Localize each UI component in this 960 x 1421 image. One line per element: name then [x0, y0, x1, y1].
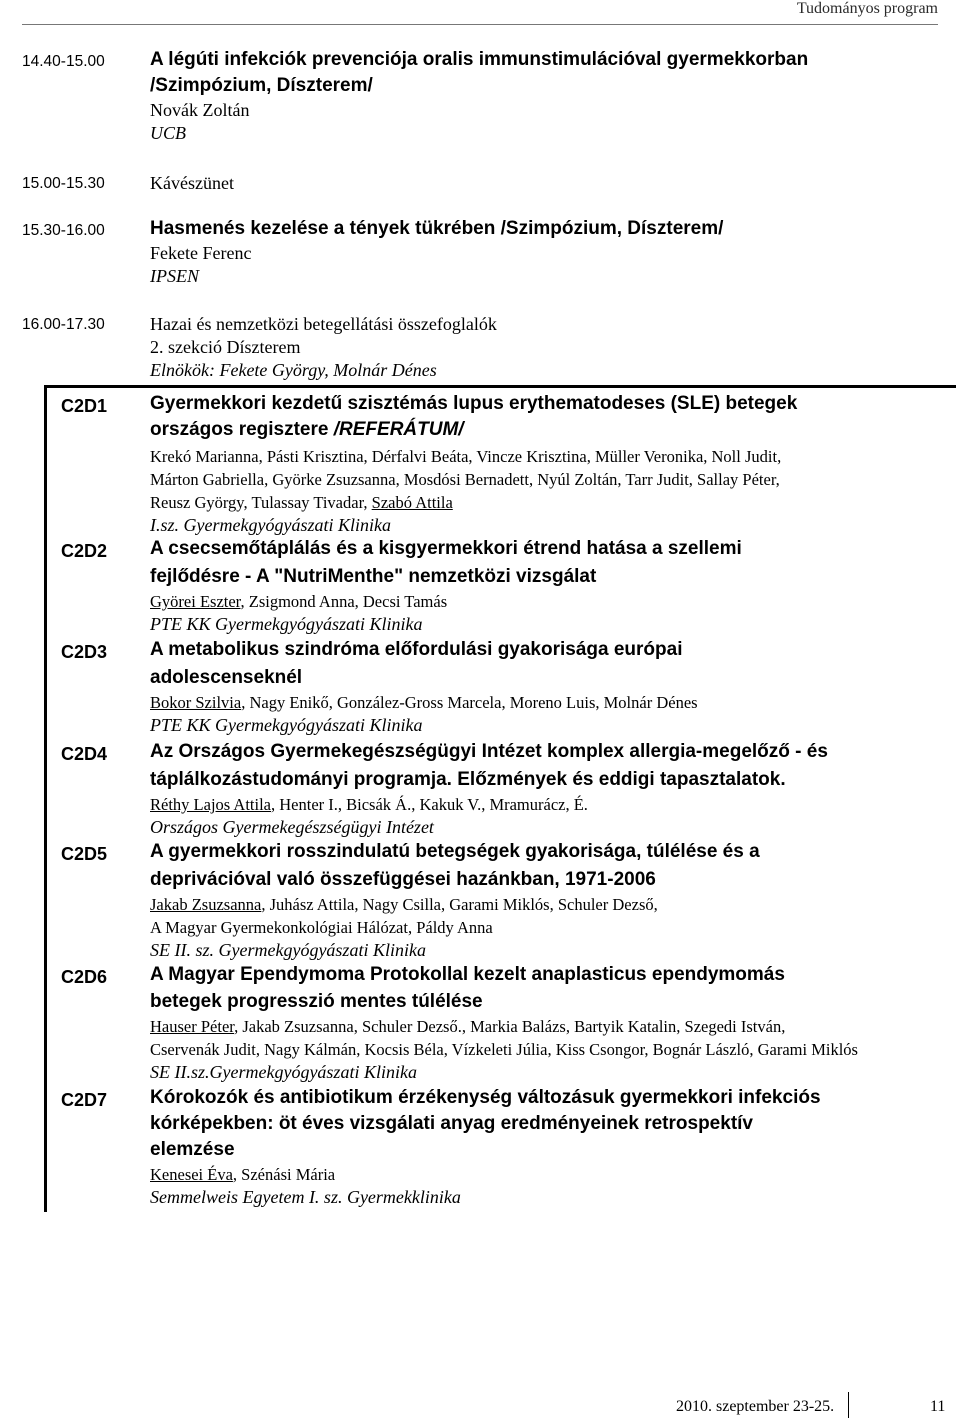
talk-presenter: Hauser Péter: [150, 1017, 235, 1036]
talk-code: C2D7: [61, 1090, 108, 1110]
talk-authors: [150, 691, 950, 714]
footer-date: 2010. szeptember 23-25.: [676, 1398, 835, 1415]
session-title: Hasmenés kezelése a tények tükrében /Szimpózium, Díszterem/: [150, 218, 724, 239]
talk-title: betegek progresszió mentes túlélése: [150, 991, 483, 1012]
talk-title: fejlődésre - A "NutriMenthe" nemzetközi vizsgálat: [150, 566, 597, 587]
talk-code: C2D1: [61, 396, 108, 416]
talk-authors: Krekó Marianna, Pásti Krisztina, Dérfalvi Beáta, Vincze Krisztina, Müller Veronika, Noll Judit,: [150, 447, 782, 466]
talk-authors: [150, 1015, 950, 1038]
session-sponsor: IPSEN: [150, 266, 199, 286]
talk-title: adolescenseknél: [150, 667, 303, 688]
session-block: [150, 216, 950, 288]
section-room: 2. szekció Díszterem: [150, 337, 301, 357]
talk-title: Gyermekkori kezdetű szisztémás lupus erythematodeses (SLE) betegek: [150, 393, 798, 414]
talk-code: C2D4: [61, 744, 108, 764]
talk-title: [150, 417, 950, 443]
header-rule: [22, 24, 938, 25]
talk-title: A Magyar Ependymoma Protokollal kezelt anaplasticus ependymomás: [150, 964, 785, 985]
section-chairs: Elnökök: Fekete György, Molnár Dénes: [150, 360, 437, 380]
section-title: Hazai és nemzetközi betegellátási összefoglalók: [150, 314, 497, 334]
session-time: 16.00-17.30: [22, 316, 105, 333]
talk-institution: PTE KK Gyermekgyógyászati Klinika: [150, 614, 423, 634]
talk-title: táplálkozástudományi programja. Előzmények és eddigi tapasztalatok.: [150, 769, 786, 790]
talk-code: C2D5: [61, 844, 108, 864]
talk-title: Kórokozók és antibiotikum érzékenység változásuk gyermekkori infekciós: [150, 1087, 821, 1108]
talk-institution: Semmelweis Egyetem I. sz. Gyermekklinika: [150, 1187, 461, 1207]
talk-authors-text: , Szénási Mária: [232, 1165, 336, 1184]
talk-presenter: Bokor Szilvia: [150, 693, 242, 712]
talk-authors: Márton Gabriella, Györke Zsuzsanna, Mosdósi Bernadett, Nyúl Zoltán, Tarr Judit, Sallay Péter,: [150, 470, 780, 489]
talk-authors-text: , Jakab Zsuzsanna, Schuler Dezső., Markia Balázs, Bartyik Katalin, Szegedi István,: [234, 1017, 786, 1036]
talk-authors: [150, 793, 950, 816]
talk-code: C2D2: [61, 541, 108, 561]
session-block: [150, 47, 950, 145]
talk-institution: SE II. sz. Gyermekgyógyászati Klinika: [150, 940, 426, 960]
talk-title: Az Országos Gyermekegészségügyi Intézet komplex allergia-megelőző - és: [150, 741, 828, 762]
talk-institution: SE II.sz.Gyermekgyógyászati Klinika: [150, 1062, 417, 1082]
talk-authors: [150, 590, 950, 613]
talk-institution: Országos Gyermekegészségügyi Intézet: [150, 817, 434, 837]
talk-presenter: Kenesei Éva: [150, 1165, 233, 1184]
session-speaker: Fekete Ferenc: [150, 243, 252, 263]
session-time: 14.40-15.00: [22, 53, 105, 70]
footer-divider: [848, 1392, 849, 1418]
talk-c2d5: [150, 839, 950, 962]
talk-authors-text: Reusz György, Tulassay Tivadar,: [150, 493, 372, 512]
talk-title-tag: /REFERÁTUM/: [333, 419, 464, 440]
talk-institution: PTE KK Gyermekgyógyászati Klinika: [150, 715, 423, 735]
talk-c2d7: [150, 1085, 950, 1209]
talk-presenter: Jakab Zsuzsanna: [150, 895, 262, 914]
talk-institution: I.sz. Gyermekgyógyászati Klinika: [150, 515, 391, 535]
talk-authors: A Magyar Gyermekonkológiai Hálózat, Páldy Anna: [150, 918, 493, 937]
talk-authors: [150, 893, 950, 916]
talk-c2d1: [150, 391, 950, 537]
talk-title: A gyermekkori rosszindulatú betegségek gyakorisága, túlélése és a: [150, 841, 760, 862]
talk-presenter: Györei Eszter: [150, 592, 241, 611]
session-time: 15.30-16.00: [22, 222, 105, 239]
coffee-break: Kávészünet: [150, 173, 234, 193]
talk-presenter: Réthy Lajos Attila: [150, 795, 271, 814]
talk-authors-text: , Henter I., Bicsák Á., Kakuk V., Mramurácz, É.: [271, 795, 588, 814]
talk-c2d6: [150, 962, 950, 1084]
page-number: 11: [930, 1398, 946, 1415]
session-title: /Szimpózium, Díszterem/: [150, 75, 373, 96]
section-left-rule: [44, 385, 47, 1212]
section-divider: [44, 385, 956, 388]
talk-title: kórképekben: öt éves vizsgálati anyag eredményeinek retrospektív: [150, 1113, 753, 1134]
talk-presenter: Szabó Attila: [371, 493, 453, 512]
talk-authors: [150, 1163, 950, 1186]
session-speaker: Novák Zoltán: [150, 100, 250, 120]
talk-title: elemzése: [150, 1139, 235, 1160]
talk-code: C2D3: [61, 642, 108, 662]
running-header: Tudományos program: [796, 0, 938, 17]
talk-title: A metabolikus szindróma előfordulási gyakorisága európai: [150, 639, 683, 660]
talk-authors: Cservenák Judit, Nagy Kálmán, Kocsis Béla, Vízkeleti Júlia, Kiss Csongor, Bognár László, Garami Miklós: [150, 1040, 858, 1059]
talk-c2d3: [150, 637, 950, 737]
talk-authors-text: , Nagy Enikő, González-Gross Marcela, Moreno Luis, Molnár Dénes: [241, 693, 698, 712]
talk-authors: [150, 491, 950, 514]
talk-code: C2D6: [61, 967, 108, 987]
section-header: [150, 313, 950, 382]
talk-authors-text: , Juhász Attila, Nagy Csilla, Garami Miklós, Schuler Dezső,: [261, 895, 658, 914]
talk-title: deprivációval való összefüggései hazánkban, 1971-2006: [150, 869, 656, 890]
session-title: A légúti infekciók prevenciója oralis immunstimulációval gyermekkorban: [150, 49, 809, 70]
talk-c2d4: [150, 739, 950, 839]
session-time: 15.00-15.30: [22, 175, 105, 192]
talk-authors-text: , Zsigmond Anna, Decsi Tamás: [240, 592, 448, 611]
talk-title: A csecsemőtáplálás és a kisgyermekkori étrend hatása a szellemi: [150, 538, 742, 559]
talk-title-text: országos regisztere: [150, 419, 334, 440]
session-sponsor: UCB: [150, 123, 186, 143]
talk-c2d2: [150, 536, 950, 636]
